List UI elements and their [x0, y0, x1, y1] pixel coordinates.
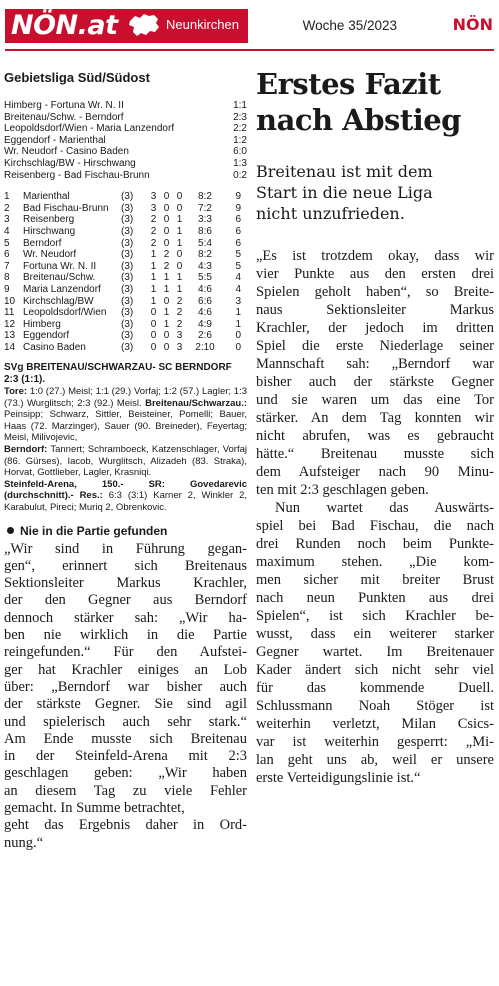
table-position: 9: [4, 283, 10, 295]
league-table: [4, 191, 247, 353]
body-line: bisher auch der stärkste Gegner: [256, 374, 494, 390]
table-team: Hirschwang: [23, 225, 76, 237]
body-line: vier Punkte aus den ersten drei: [256, 266, 494, 282]
table-goals: 4:6: [198, 307, 212, 319]
table-wins: 2: [150, 237, 157, 249]
body-line: reingefunden.“ Für den Aufstei-: [4, 644, 247, 661]
match-box-title: [4, 362, 247, 386]
table-points: 6: [235, 237, 241, 249]
table-games: (3): [121, 237, 134, 249]
table-row: [4, 238, 247, 250]
table-wins: 0: [150, 307, 157, 319]
table-goals: 8:2: [198, 191, 212, 203]
table-games: (3): [121, 260, 134, 272]
lower-austria-map-icon: [127, 12, 161, 38]
deck-line: Start in die neue Liga: [256, 183, 433, 202]
table-games: (3): [121, 283, 134, 295]
reserve-text: 6:3 (3:1) Karner 2, Winkler 2, Karabulut, Pireci; Muriq 2, Obrenkovic.: [4, 490, 247, 513]
table-wins: 0: [150, 318, 157, 330]
table-row: [4, 284, 247, 296]
table-team: Fortuna Wr. N. II: [23, 260, 97, 272]
result-match: Reisenberg - Bad Fischau-Brunn: [4, 169, 150, 181]
table-goals: 3:3: [198, 214, 212, 226]
table-draws: 1: [163, 307, 170, 319]
table-position: 3: [4, 214, 10, 226]
table-goals: 5:5: [198, 272, 212, 284]
table-wins: 0: [150, 330, 157, 342]
match-details: [4, 386, 247, 514]
table-team: Berndorf: [23, 237, 62, 249]
body-line: nach neun Punkten aus drei: [256, 590, 494, 606]
article-headline: [256, 66, 494, 138]
table-team: Leopoldsdorf/Wien: [23, 307, 107, 319]
result-match: Eggendorf - Marienthal: [4, 134, 106, 146]
table-goals: 2:10: [195, 341, 215, 353]
result-row: [4, 112, 247, 124]
table-points: 1: [235, 318, 241, 330]
table-wins: 1: [150, 249, 157, 261]
bullet-icon: [7, 527, 14, 534]
body-line: spiel bei Bad Fischau, die nach: [256, 518, 494, 534]
table-position: 2: [4, 202, 10, 214]
table-team: Eggendorf: [23, 330, 70, 342]
result-row: [4, 158, 247, 170]
table-losses: 2: [176, 295, 183, 307]
table-losses: 1: [176, 272, 183, 284]
result-match: Leopoldsdorf/Wien - Maria Lanzendorf: [4, 123, 175, 135]
table-games: (3): [121, 341, 134, 353]
body-line: Spiel die erste Niederlage seiner: [256, 338, 494, 354]
body-line: und sie waren um das eine Tor: [256, 392, 494, 408]
table-wins: 2: [150, 225, 157, 237]
body-line: und spielerisch auch sehr stark.“: [4, 713, 247, 730]
table-losses: 2: [176, 318, 183, 330]
body-line: in der Steinfeld-Arena mit 2:3: [4, 748, 247, 765]
venue-label: Steinfeld-Arena, 150.- SR: Govedarevic (durchschnitt).- Res.:: [4, 478, 247, 502]
table-row: [4, 296, 247, 308]
table-position: 6: [4, 249, 10, 261]
body-line: Gegner wartet. Im Breitenauer: [256, 644, 494, 660]
body-line: Am Ende musste sich Breitenau: [4, 730, 247, 747]
result-score: 6:0: [233, 146, 247, 158]
result-score: 2:3: [233, 111, 247, 123]
table-draws: 1: [163, 318, 170, 330]
body-line: ben nie wirklich in die Partie: [4, 627, 247, 644]
result-score: 2:2: [233, 123, 247, 135]
table-losses: 1: [176, 225, 183, 237]
body-line: geht das Ergebnis daher in Ord-: [4, 817, 247, 834]
body-line: Nun wartet das Auswärts-: [275, 500, 494, 516]
body-line: ten mit 2:3 geschlagen geben.: [256, 482, 429, 498]
result-score: 1:2: [233, 134, 247, 146]
headline-line-1: Erstes Fazit: [256, 67, 441, 101]
result-row: [4, 146, 247, 158]
body-line: stärker. An dem Tag konnten wir: [256, 410, 494, 426]
stats-column: [4, 60, 247, 852]
results-list: [4, 100, 247, 181]
body-line: „Es ist trotzdem okay, dass wir: [256, 248, 494, 264]
table-games: (3): [121, 225, 134, 237]
table-goals: 5:4: [198, 237, 212, 249]
result-score: 1:3: [233, 157, 247, 169]
away-lineup-text: Tannert; Schramboeck, Katzenschlager, Vorfaj (86. Gürses), Iacob, Wurglitsch, Alizadeh (83. Straka), Horvat, Gottlieber, Lagler, Krasniqi.: [4, 444, 248, 479]
table-row: [4, 330, 247, 342]
body-line: dennoch stärker sah: „Wir ha-: [4, 609, 247, 626]
deck-line: Breitenau ist mit dem: [256, 162, 433, 181]
article-deck: [256, 161, 494, 224]
table-position: 8: [4, 272, 10, 284]
table-goals: 8:6: [198, 225, 212, 237]
table-draws: 0: [163, 341, 170, 353]
body-line: nicht abrufen, was es gebraucht: [256, 428, 494, 444]
table-row: [4, 342, 247, 354]
table-points: 5: [235, 260, 241, 272]
table-wins: 3: [150, 202, 157, 214]
table-games: (3): [121, 249, 134, 261]
table-points: 1: [235, 307, 241, 319]
header-rule: [5, 49, 494, 51]
table-wins: 1: [150, 283, 157, 295]
table-team: Bad Fischau-Brunn: [23, 202, 109, 214]
table-points: 4: [235, 283, 241, 295]
table-wins: 3: [150, 191, 157, 203]
table-draws: 1: [163, 272, 170, 284]
table-position: 11: [4, 307, 15, 319]
brand-name: NÖN: [452, 15, 493, 34]
table-position: 10: [4, 295, 16, 307]
table-wins: 0: [150, 341, 157, 353]
match-title: SVg BREITENAU/SCHWARZAU- SC BERNDORF: [4, 362, 232, 374]
body-line: Krachler, der jedoch im dritten: [256, 320, 494, 336]
result-match: Breitenau/Schw. - Berndorf: [4, 111, 124, 123]
table-goals: 4:3: [198, 260, 212, 272]
body-line: Mannschaft sah: „Berndorf war: [256, 356, 494, 372]
table-draws: 1: [163, 283, 170, 295]
result-row: [4, 123, 247, 135]
article-body: [256, 247, 494, 787]
table-team: Reisenberg: [23, 214, 75, 226]
body-line: Kader ändert sich nicht sehr viel: [256, 662, 494, 678]
body-line: der stärkste Gegner. Sie sind agil: [4, 696, 247, 713]
table-row: [4, 272, 247, 284]
table-team: Wr. Neudorf: [23, 249, 77, 261]
table-wins: 1: [150, 295, 157, 307]
table-losses: 0: [176, 202, 183, 214]
table-draws: 0: [163, 295, 170, 307]
table-games: (3): [121, 191, 134, 203]
body-line: drei Runden noch beim Punkte-: [256, 536, 494, 552]
subsection-heading: [4, 523, 247, 539]
body-line: naus Sektionsleiter Markus: [256, 302, 494, 318]
table-draws: 0: [163, 237, 170, 249]
table-games: (3): [121, 307, 134, 319]
body-line: lan geht uns ab, weil er unsere: [256, 752, 494, 768]
issue-label: Woche 35/2023: [302, 18, 397, 33]
table-draws: 0: [163, 214, 170, 226]
league-title: Gebietsliga Süd/Südost: [4, 70, 150, 85]
deck-line: nicht unzufrieden.: [256, 204, 405, 223]
body-line: für das kommende Duell.: [256, 680, 494, 696]
body-line: an diesem Tag zu viele Fehler: [4, 782, 247, 799]
body-line: erste Verteidigungslinie ist.“: [256, 770, 421, 786]
table-goals: 4:9: [198, 318, 212, 330]
table-draws: 0: [163, 330, 170, 342]
table-position: 13: [4, 330, 16, 342]
body-line: nung.“: [4, 834, 44, 851]
table-wins: 1: [150, 260, 157, 272]
away-lineup-label: Berndorf:: [4, 444, 48, 456]
table-points: 9: [235, 191, 241, 203]
table-team: Breitenau/Schw.: [23, 272, 96, 284]
table-position: 14: [4, 341, 16, 353]
table-points: 3: [235, 295, 241, 307]
home-lineup-label: Breitenau/Schwarzau.:: [145, 397, 248, 409]
table-losses: 3: [176, 330, 183, 342]
table-points: 0: [235, 330, 241, 342]
table-position: 5: [4, 237, 10, 249]
table-position: 1: [4, 191, 10, 203]
result-row: [4, 170, 247, 182]
match-score: 2:3 (1:1).: [4, 374, 46, 386]
table-row: [4, 307, 247, 319]
table-row: [4, 226, 247, 238]
table-games: (3): [121, 318, 134, 330]
table-team: Casino Baden: [23, 341, 86, 353]
table-team: Maria Lanzendorf: [23, 283, 101, 295]
subsection-heading-text: Nie in die Partie gefunden: [20, 523, 168, 538]
home-lineup-text: Peinsipp; Schwarz, Sittler, Beisteiner, Pomelli; Bauer, Haas (72. Marzinger), Sauer (90. Breineder), Feyertag; Meisl, Milivojevic,: [4, 409, 247, 444]
table-losses: 0: [176, 260, 183, 272]
region-label: Neunkirchen: [166, 17, 239, 32]
body-line: der den Gegner aus Berndorf: [4, 592, 247, 609]
table-team: Kirchschlag/BW: [23, 295, 94, 307]
result-match: Kirchschlag/BW - Hirschwang: [4, 157, 136, 169]
table-goals: 7:2: [198, 202, 212, 214]
table-games: (3): [121, 295, 134, 307]
table-goals: 8:2: [198, 249, 212, 261]
body-line: Spielen“, ist sich Krachler be-: [256, 608, 494, 624]
table-draws: 2: [163, 260, 170, 272]
brand-logo-text: NÖN.at: [11, 10, 118, 41]
body-line: über: „Berndorf war bisher auch: [4, 678, 247, 695]
table-losses: 0: [176, 191, 183, 203]
result-score: 1:1: [233, 100, 247, 111]
brand-logo: [11, 10, 118, 42]
body-line: hätte.“ Breitenau musste sich: [256, 446, 494, 462]
table-row: [4, 214, 247, 226]
table-goals: 6:6: [198, 295, 212, 307]
table-row: [4, 203, 247, 215]
table-games: (3): [121, 272, 134, 284]
table-losses: 1: [176, 214, 183, 226]
body-line: gemacht. In Summe betrachtet,: [4, 800, 185, 817]
table-draws: 0: [163, 225, 170, 237]
table-points: 5: [235, 249, 241, 261]
result-match: Himberg - Fortuna Wr. N. II: [4, 100, 124, 111]
table-team: Marienthal: [23, 191, 70, 203]
table-row: [4, 249, 247, 261]
article-column: [256, 66, 494, 787]
body-line: weiterhin verletzt, Milan Csics-: [256, 716, 494, 732]
body-line: ger hat Krachler einiges an Lob: [4, 661, 247, 678]
table-points: 9: [235, 202, 241, 214]
table-goals: 2:6: [198, 330, 212, 342]
table-row: [4, 191, 247, 203]
table-row: [4, 319, 247, 331]
table-position: 4: [4, 225, 10, 237]
result-score: 0:2: [233, 169, 247, 181]
body-line: men sicher mit breiter Brust: [256, 572, 494, 588]
goals-text: 1:0 (27.) Meisl; 1:1 (29.) Vorfaj; 1:2 (57.) Lagler; 1:3 (73.) Wurglitsch; 2:3 (92.) Meisl.: [4, 386, 248, 409]
table-draws: 0: [163, 191, 170, 203]
table-losses: 1: [176, 237, 183, 249]
body-line: Sektionsleiter Markus Krachler,: [4, 575, 247, 592]
table-goals: 4:6: [198, 283, 212, 295]
body-line: maximum stehen. „Die kom-: [256, 554, 494, 570]
table-points: 0: [235, 341, 241, 353]
table-losses: 1: [176, 283, 183, 295]
result-match: Wr. Neudorf - Casino Baden: [4, 146, 129, 158]
table-team: Himberg: [23, 318, 61, 330]
subsection-body: [4, 541, 247, 852]
brand-logo-bar: [5, 9, 248, 43]
headline-line-2: nach Abstieg: [256, 103, 461, 137]
body-line: Spielen geholt haben“, so Breite-: [256, 284, 494, 300]
table-wins: 1: [150, 272, 157, 284]
body-line: geschlagen geben: „Wir haben: [4, 765, 247, 782]
goals-label: Tore:: [4, 386, 28, 398]
table-games: (3): [121, 214, 134, 226]
table-losses: 2: [176, 307, 183, 319]
table-position: 12: [4, 318, 16, 330]
table-games: (3): [121, 330, 134, 342]
result-row: [4, 100, 247, 112]
body-line: var ist weiterhin gesperrt: „Mi-: [256, 734, 494, 750]
body-line: Schlussmann Noah Stöger ist: [256, 698, 494, 714]
table-points: 6: [235, 225, 241, 237]
masthead: [0, 0, 499, 50]
table-draws: 0: [163, 202, 170, 214]
result-row: [4, 135, 247, 147]
table-points: 6: [235, 214, 241, 226]
table-wins: 2: [150, 214, 157, 226]
table-position: 7: [4, 260, 10, 272]
table-row: [4, 261, 247, 273]
table-games: (3): [121, 202, 134, 214]
table-losses: 0: [176, 249, 183, 261]
body-line: dem Aufsteiger nach 90 Minu-: [256, 464, 494, 480]
body-line: wusst, dass ein weiterer starker: [256, 626, 494, 642]
table-losses: 3: [176, 341, 183, 353]
table-draws: 2: [163, 249, 170, 261]
table-points: 4: [235, 272, 241, 284]
body-line: „Wir sind in Führung gegan-: [4, 540, 247, 557]
body-line: gen“, erinnert sich Breitenaus: [4, 557, 247, 574]
